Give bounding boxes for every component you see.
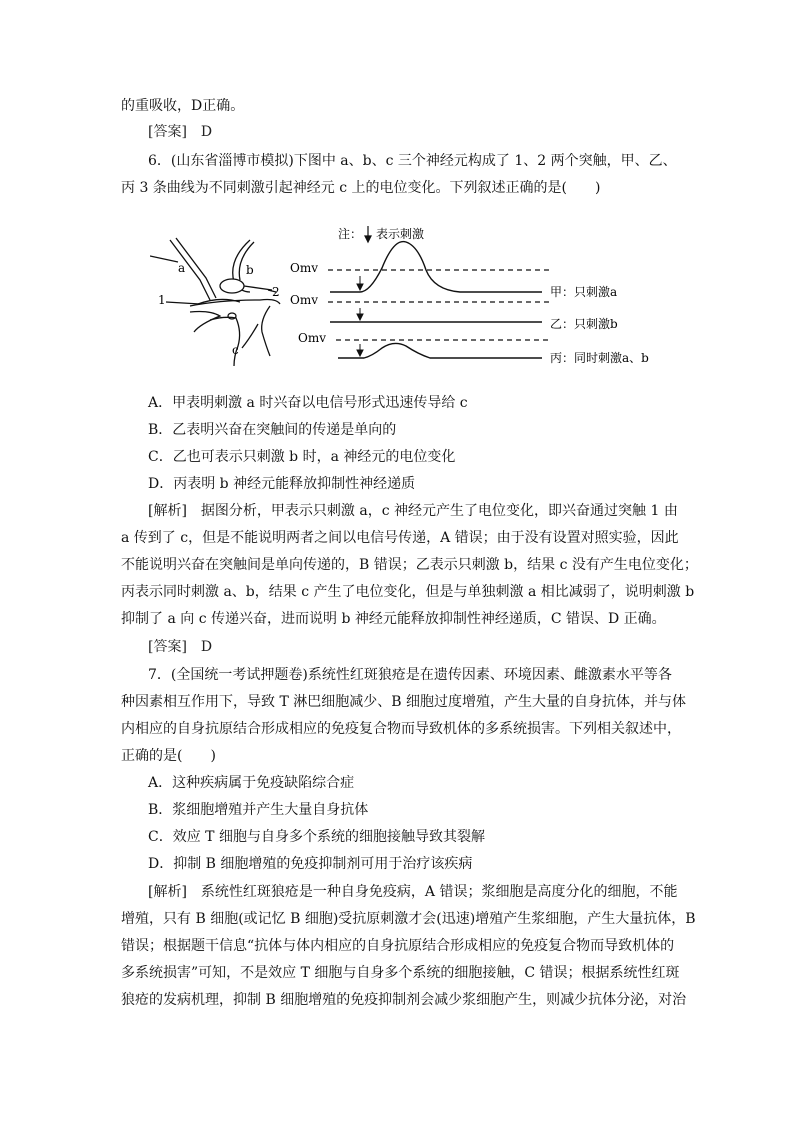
option-a: A．这种疾病属于免疫缺陷综合症 xyxy=(148,775,355,791)
label-b: b xyxy=(246,263,254,277)
option-d: D．抑制 B 细胞增殖的免疫抑制剂可用于治疗该疾病 xyxy=(148,856,473,872)
question-7-line-3: 内相应的自身抗原结合形成相应的免疫复合物而导致机体的多系统损害。下列相关叙述中， xyxy=(121,721,681,737)
option-c: C．效应 T 细胞与自身多个系统的细胞接触导致其裂解 xyxy=(148,829,485,845)
neuron-figure xyxy=(150,220,670,380)
answer-line: [答案] D xyxy=(148,639,213,655)
curve-jia-label: 甲：只刺激a xyxy=(550,285,618,299)
option-b: B．浆细胞增殖并产生大量自身抗体 xyxy=(148,802,369,818)
omv-label-3: Omv xyxy=(298,331,326,345)
neuron-diagram xyxy=(150,238,280,366)
stimulus-arrow-icon xyxy=(357,308,363,320)
analysis-line-3: 错误；根据题干信息“抗体与体内相应的自身抗原结合形成相应的免疫复合物而导致机体的 xyxy=(121,938,675,954)
option-b: B．乙表明兴奋在突触间的传递是单向的 xyxy=(148,422,397,438)
analysis-line-4: 丙表示同时刺激 a、b，结果 c 产生了电位变化，但是与单独刺激 a 相比减弱了，说明刺激 b xyxy=(121,584,695,600)
note-text: 表示刺激 xyxy=(376,227,425,241)
label-2: 2 xyxy=(272,285,280,299)
omv-label-2: Omv xyxy=(290,293,318,307)
option-d: D．丙表明 b 神经元能释放抑制性神经递质 xyxy=(148,476,416,492)
question-7-line-4: 正确的是( ) xyxy=(121,748,216,764)
stimulus-arrow-icon xyxy=(357,344,363,356)
analysis-line-2: 增殖，只有 B 细胞(或记忆 B 细胞)受抗原刺激才会(迅速)增殖产生浆细胞，产生大量抗体，B xyxy=(121,911,696,927)
note-label: 注： xyxy=(338,227,363,241)
curve-bing xyxy=(338,343,542,358)
omv-label-1: Omv xyxy=(290,261,318,275)
question-7-line-2: 种因素相互作用下，导致 T 淋巴细胞减少、B 细胞过度增殖，产生大量的自身抗体，并与体 xyxy=(121,694,686,710)
text-line: 的重吸收，D正确。 xyxy=(121,98,245,114)
analysis-line-2: a 传到了 c，但是不能说明两者之间以电信号传递，A 错误；由于没有设置对照实验，因此 xyxy=(121,530,679,546)
label-c: c xyxy=(232,343,239,357)
analysis-line-1: [解析] 据图分析，甲表示只刺激 a，c 神经元产生了电位变化，即兴奋通过突触 1 由 xyxy=(148,503,678,519)
label-1: 1 xyxy=(158,293,166,307)
curve-yi-label: 乙：只刺激b xyxy=(550,317,618,331)
analysis-line-5: 狼疮的发病机理，抑制 B 细胞增殖的免疫抑制剂会减少浆细胞产生，则减少抗体分泌，对治 xyxy=(121,992,687,1008)
answer-line: [答案] D xyxy=(148,124,213,140)
question-7-line-1: 7．(全国统一考试押题卷)系统性红斑狼疮是在遗传因素、环境因素、雌激素水平等各 xyxy=(148,667,672,683)
analysis-line-4: 多系统损害”可知，不是效应 T 细胞与自身多个系统的细胞接触，C 错误；根据系统性红斑 xyxy=(121,965,680,981)
analysis-line-1: [解析] 系统性红斑狼疮是一种自身免疫病，A 错误；浆细胞是高度分化的细胞，不能 xyxy=(148,884,678,900)
curve-bing-label: 丙：同时刺激a、b xyxy=(550,351,649,365)
analysis-line-3: 不能说明兴奋在突触间是单向传递的，B 错误；乙表示只刺激 b，结果 c 没有产生电位变化； xyxy=(121,557,698,573)
down-arrow-icon xyxy=(365,226,371,242)
option-a: A．甲表明刺激 a 时兴奋以电信号形式迅速传导给 c xyxy=(148,395,468,411)
option-c: C．乙也可表示只刺激 b 时，a 神经元的电位变化 xyxy=(148,449,456,465)
analysis-line-5: 抑制了 a 向 c 传递兴奋，进而说明 b 神经元能释放抑制性神经递质，C 错误、D 正确。 xyxy=(121,611,666,627)
question-6-line-2: 丙 3 条曲线为不同刺激引起神经元 c 上的电位变化。下列叙述正确的是( ) xyxy=(121,180,601,196)
label-a: a xyxy=(178,261,186,275)
question-6-line-1: 6．(山东省淄博市模拟)下图中 a、b、c 三个神经元构成了 1、2 两个突触，甲、乙、 xyxy=(148,153,677,169)
stimulus-arrow-icon xyxy=(357,276,363,290)
